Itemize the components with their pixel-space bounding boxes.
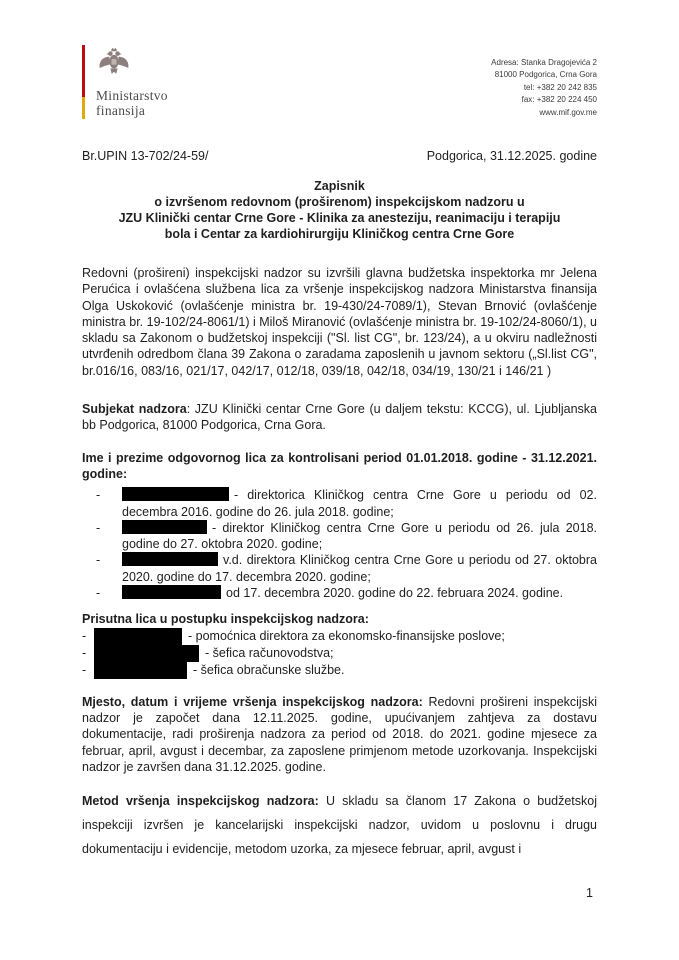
present-person-item xyxy=(82,662,597,679)
intro-paragraph: Redovni (prošireni) inspekcijski nadzor su izvršili glavna budžetska inspektorka mr Jelena Perućica i ovlašćena službena lica za vršenje inspekcijskog nadzora Ministarstva finansija Olga Uskoković (ovlašćenje ministra br. 19-430/24-7089/1), Stevan Brnović (ovlašćenje ministra br. 19-102/24-8061/1) i Miloš Miranović (ovlašćenje ministra br. 19-102/24-8060/1), u skladu sa Zakonom o budžetskoj inspekciji ("Sl. list CG", br. 123/24), a u okviru nadležnosti utvrđenih odredbom člana 39 Zakona o zaradama zaposlenih u javnom sektoru („Sl.list CG", br.016/16, 083/16, 021/17, 042/17, 012/18, 039/18, 042/18, 034/19, 130/21 i 146/21 ) xyxy=(82,266,597,378)
redaction-box xyxy=(122,585,221,599)
method-paragraph xyxy=(82,789,597,861)
present-person-item xyxy=(82,628,597,645)
redaction-box xyxy=(122,520,207,534)
ministry-name: Ministarstvo finansija xyxy=(96,88,168,119)
letterhead xyxy=(82,45,597,119)
page-number: 1 xyxy=(586,886,593,900)
present-heading: Prisutna lica u postupku inspekcijskog nadzora: xyxy=(82,612,369,627)
document-title xyxy=(82,178,597,242)
present-person-text: - šefica računovodstva; xyxy=(205,645,334,660)
reference-number: Br.UPIN 13-702/24-59/ xyxy=(82,149,209,163)
subject-label: Subjekat nadzora xyxy=(82,402,187,417)
subject-paragraph xyxy=(82,401,597,434)
list-dash: - xyxy=(82,628,87,643)
responsible-person-item xyxy=(82,520,597,553)
coat-of-arms-icon xyxy=(96,46,132,80)
title-line: o izvršenom redovnom (proširenom) inspekcijskom nadzoru u xyxy=(154,195,525,209)
redaction-box xyxy=(94,645,199,662)
redaction-box xyxy=(94,628,182,645)
list-dash: - xyxy=(82,662,87,677)
fax-line: fax: +382 20 224 450 xyxy=(521,95,597,105)
list-dash: - xyxy=(96,586,101,601)
subject-text: : JZU Klinički centar Crne Gore (u daljem tekstu: KCCG), ul. Ljubljanska bb Podgorica, 81000 Podgorica, Crna Gora. xyxy=(82,402,597,433)
place-and-date: Podgorica, 31.12.2025. godine xyxy=(426,149,597,163)
place-label: Mjesto, datum i vrijeme vršenja inspekcijskog nadzora: xyxy=(82,694,423,709)
redaction-box xyxy=(122,487,229,501)
flag-bar-icon xyxy=(82,45,85,119)
address-line: 81000 Podgorica, Crna Gora xyxy=(494,70,597,80)
responsible-person-item xyxy=(82,585,597,601)
list-dash: - xyxy=(96,553,101,568)
method-text: U skladu sa članom 17 Zakona o budžetskoj inspekciji izvršen je kancelarijski inspekcijski nadzor, uvidom u poslovnu i drugu dokumentaciju i evidencije, metodom uzorka, za mjesece februar, april, avgust i xyxy=(82,794,598,857)
contact-block xyxy=(491,45,597,119)
present-person-text: - pomoćnica direktora za ekonomsko-finansijske poslove; xyxy=(188,628,505,643)
present-list xyxy=(82,628,597,679)
list-dash: - xyxy=(82,645,87,660)
place-paragraph xyxy=(82,694,597,775)
redaction-box xyxy=(94,662,187,679)
phone-line: tel: +382 20 242 835 xyxy=(523,82,597,92)
present-person-text: - šefica obračunske službe. xyxy=(193,662,345,677)
responsible-person-text: v.d. direktora Kliničkog centra Crne Gore u periodu od 27. oktobra 2020. godine do 17. decembra 2020. godine; xyxy=(122,553,597,584)
address-line: Adresa: Stanka Dragojevića 2 xyxy=(491,58,597,67)
responsible-person-item xyxy=(82,552,597,585)
responsible-person-text: od 17. decembra 2020. godine do 22. februara 2024. godine. xyxy=(226,586,564,601)
ministry-logo xyxy=(82,45,168,119)
list-dash: - xyxy=(96,520,101,535)
place-text: Redovni prošireni inspekcijski nadzor je započet dana 12.11.2025. godine, upućivanjem zahtjeva za dostavu dokumentacije, radi proširenja nadzora za period od 2018. do 2021. godine mjesece za februar, april, avgust i decembar, za zaposlene primjenom metode uzorkovanja. Inspekcijski nadzor je završen dana 31.12.2025. godine. xyxy=(82,694,597,774)
title-line: Zapisnik xyxy=(314,179,365,193)
title-line: JZU Klinički centar Crne Gore - Klinika za anesteziju, reanimaciju i terapiju xyxy=(118,211,561,225)
redaction-box xyxy=(122,552,218,566)
responsible-person-text: - direktorica Kliničkog centra Crne Gore u periodu od 02. decembra 2016. godine do 26. jula 2018. godine; xyxy=(122,488,597,519)
method-label: Metod vršenja inspekcijskog nadzora: xyxy=(82,794,319,809)
responsible-heading: Ime i prezime odgovornog lica za kontrolisani period 01.01.2018. godine - 31.12.2021. godine: xyxy=(82,450,597,481)
title-line: bola i Centar za kardiohirurgiju Kliničkog centra Crne Gore xyxy=(164,227,515,241)
list-dash: - xyxy=(96,488,101,503)
present-person-item xyxy=(82,645,597,662)
responsible-person-text: - direktor Kliničkog centra Crne Gore u periodu od 26. jula 2018. godine do 27. oktobra 2020. godine; xyxy=(122,520,597,552)
responsible-person-item xyxy=(82,487,597,520)
responsible-list xyxy=(82,487,597,601)
website-line: www.mif.gov.me xyxy=(539,107,597,117)
